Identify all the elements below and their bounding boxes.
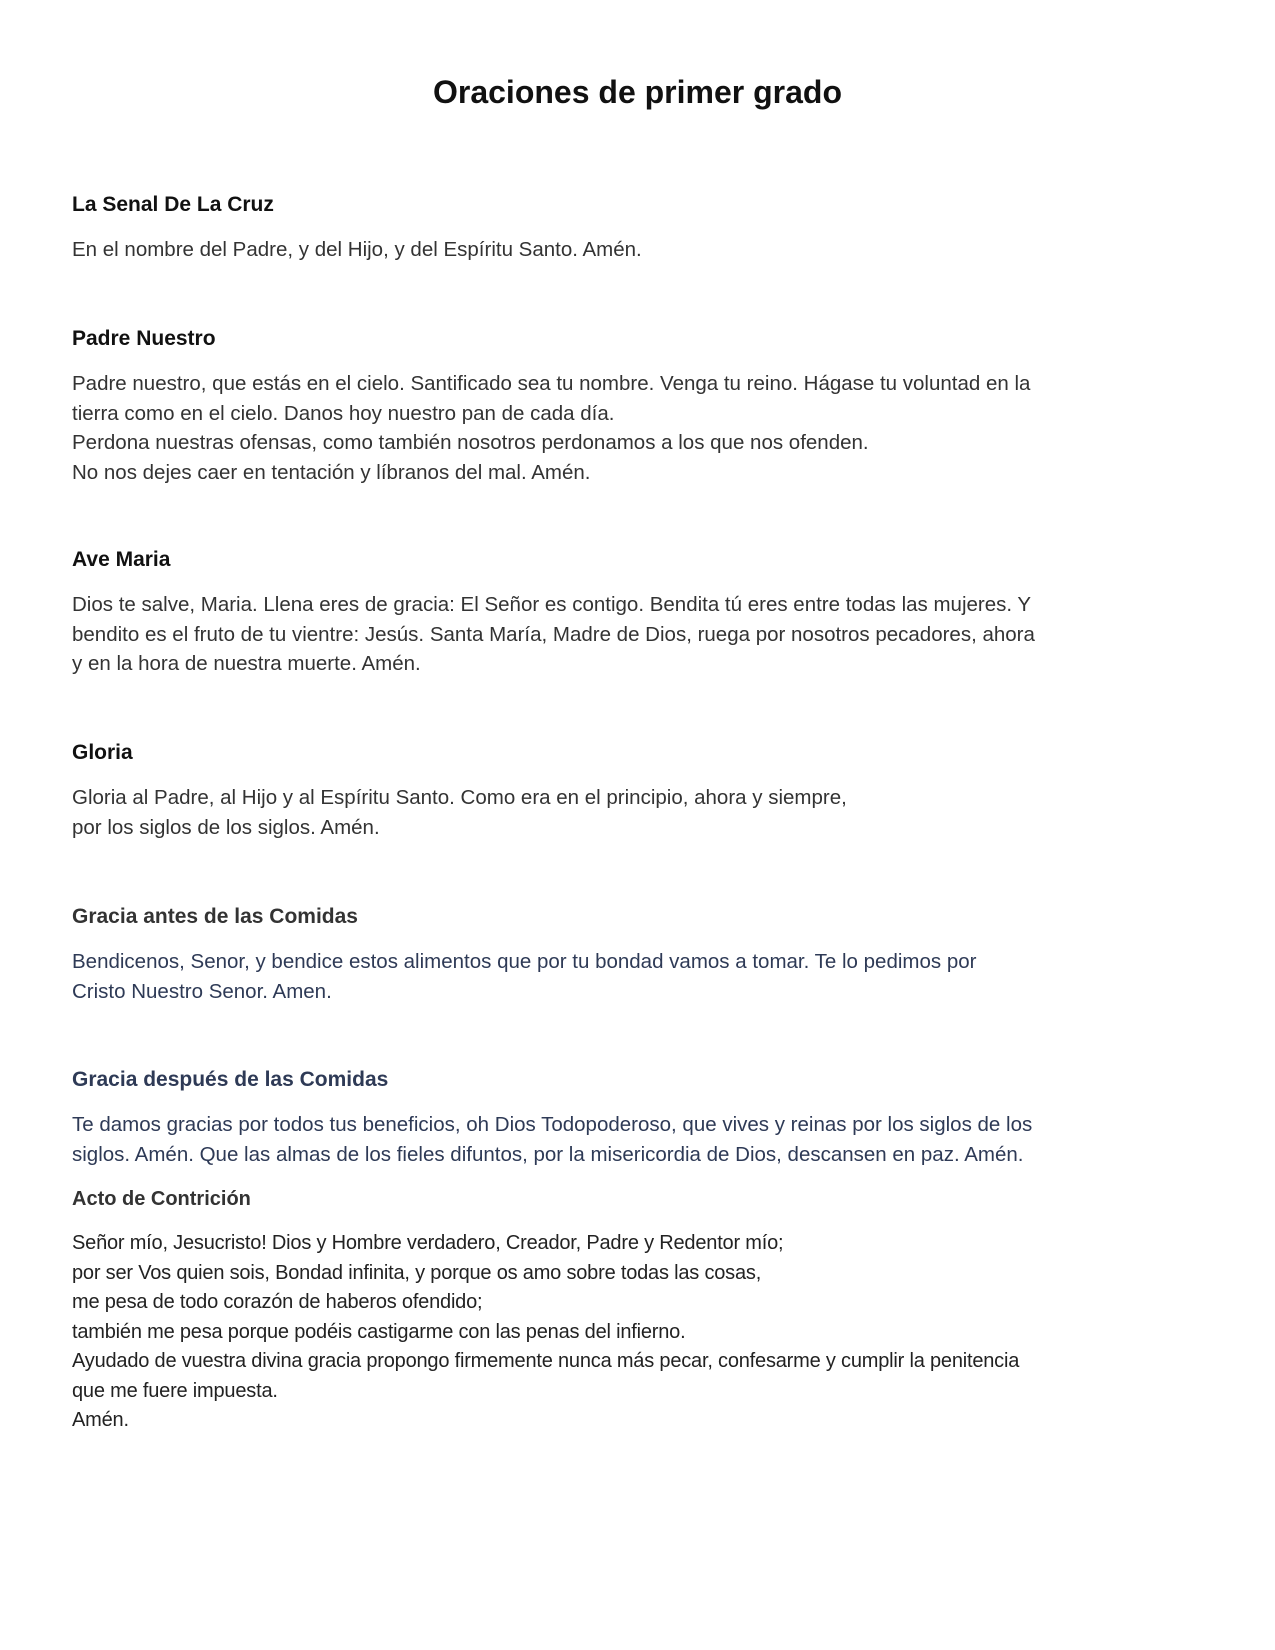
body-line: y en la hora de nuestra muerte. Amén. [72, 652, 421, 675]
body-line: No nos dejes caer en tentación y líbranos del mal. Amén. [72, 460, 591, 484]
section-heading: Gracia antes de las Comidas [72, 905, 358, 928]
body-line: Señor mío, Jesucristo! Dios y Hombre verdadero, Creador, Padre y Redentor mío; [72, 1232, 784, 1254]
section-heading: Gloria [72, 741, 133, 764]
body-line: En el nombre del Padre, y del Hijo, y del Espíritu Santo. Amén. [72, 238, 642, 261]
body-line: me pesa de todo corazón de haberos ofendido; [72, 1291, 483, 1313]
section-padre-nuestro [72, 324, 1212, 487]
body-line: Ayudado de vuestra divina gracia propongo firmemente nunca más pecar, confesarme y cumplir la penitencia [72, 1350, 1020, 1372]
section-heading: Padre Nuestro [72, 327, 216, 350]
section-body [72, 1110, 1212, 1169]
body-line: Padre nuestro, que estás en el cielo. Santificado sea tu nombre. Venga tu reino. Hágase tu voluntad en la [72, 372, 1031, 395]
section-senal-cruz [72, 190, 1212, 265]
section-heading: La Senal De La Cruz [72, 193, 274, 216]
section-body [72, 590, 1212, 679]
body-line: tierra como en el cielo. Danos hoy nuestro pan de cada día. [72, 401, 615, 425]
body-line: Bendicenos, Senor, y bendice estos alimentos que por tu bondad vamos a tomar. Te lo pedimos por [72, 950, 977, 973]
section-heading: Acto de Contrición [72, 1188, 251, 1210]
section-gracia-despues [72, 1065, 1212, 1169]
body-line: Te damos gracias por todos tus beneficios, oh Dios Todopoderoso, que vives y reinas por los siglos de los [72, 1113, 1033, 1136]
section-body [72, 783, 1212, 842]
section-body [72, 235, 1212, 265]
body-line: bendito es el fruto de tu vientre: Jesús. Santa María, Madre de Dios, ruega por nosotros pecadores, ahora [72, 622, 1035, 646]
section-heading: Gracia después de las Comidas [72, 1068, 389, 1091]
section-acto-contricion [72, 1184, 1212, 1436]
body-line: Amén. [72, 1409, 129, 1431]
section-body [72, 947, 1212, 1006]
body-line: por ser Vos quien sois, Bondad infinita, y porque os amo sobre todas las cosas, [72, 1261, 762, 1284]
section-ave-maria [72, 545, 1212, 679]
section-gloria [72, 738, 1212, 842]
body-line: Cristo Nuestro Senor. Amen. [72, 979, 332, 1003]
section-heading: Ave Maria [72, 548, 171, 571]
section-body [72, 369, 1212, 487]
body-line: por los siglos de los siglos. Amén. [72, 815, 380, 839]
body-line: Perdona nuestras ofensas, como también nosotros perdonamos a los que nos ofenden. [72, 431, 869, 454]
section-gracia-antes [72, 902, 1212, 1006]
body-line: Gloria al Padre, al Hijo y al Espíritu Santo. Como era en el principio, ahora y siempre, [72, 786, 847, 809]
body-line: que me fuere impuesta. [72, 1379, 278, 1402]
body-line: siglos. Amén. Que las almas de los fieles difuntos, por la misericordia de Dios, descansen en paz. Amén. [72, 1142, 1024, 1166]
body-line: Dios te salve, Maria. Llena eres de gracia: El Señor es contigo. Bendita tú eres entre todas las mujeres. Y [72, 593, 1032, 616]
body-line: también me pesa porque podéis castigarme con las penas del infierno. [72, 1320, 686, 1343]
section-body [72, 1229, 1212, 1436]
document-title: Oraciones de primer grado [432, 74, 842, 110]
